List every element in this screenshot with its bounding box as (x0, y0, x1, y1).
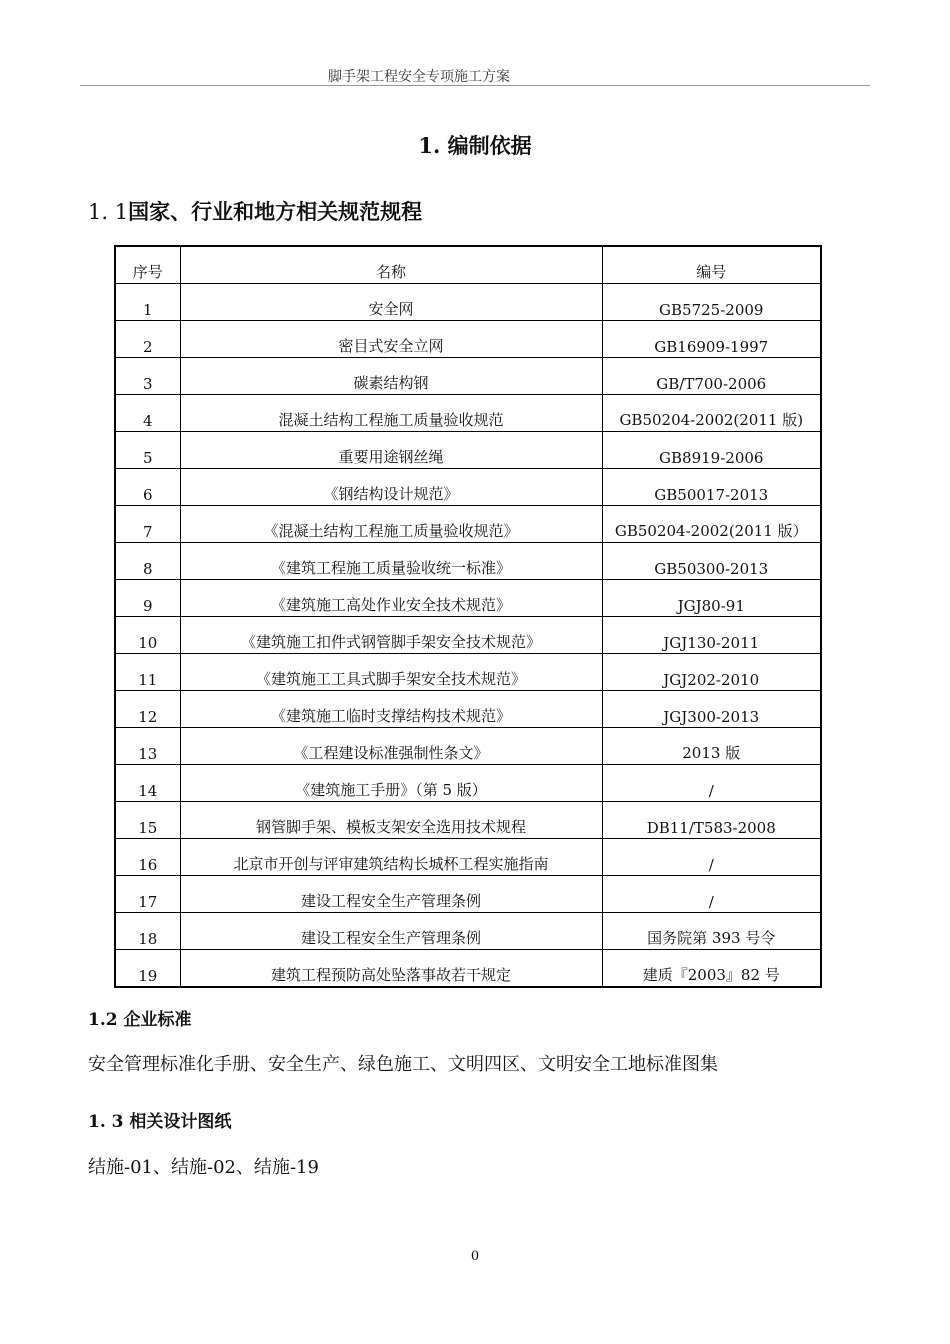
section-title: 1. 编制依据 (418, 133, 532, 158)
table-header-row (115, 246, 821, 284)
row-index: 5 (115, 432, 180, 469)
row-name: 《建筑施工扣件式钢管脚手架安全技术规范》 (180, 617, 602, 654)
row-index: 15 (115, 802, 180, 839)
table-row (115, 321, 821, 358)
header-index: 序号 (115, 246, 180, 284)
table-row (115, 432, 821, 469)
row-name: 《建筑工程施工质量验收统一标准》 (180, 543, 602, 580)
table-row (115, 839, 821, 876)
page-number: 0 (470, 1249, 480, 1264)
row-name: 《建筑施工临时支撑结构技术规范》 (180, 691, 602, 728)
header-code: 编号 (602, 246, 821, 284)
design-drawings-title: 1. 3 相关设计图纸 (88, 1112, 232, 1132)
row-index: 4 (115, 395, 180, 432)
enterprise-standard-body: 安全管理标准化手册、安全生产、绿色施工、文明四区、文明安全工地标准图集 (88, 1054, 718, 1075)
table-row (115, 728, 821, 765)
row-code: JGJ80-91 (602, 580, 821, 617)
row-code: JGJ130-2011 (602, 617, 821, 654)
row-code: JGJ202-2010 (602, 654, 821, 691)
table-row (115, 395, 821, 432)
row-index: 18 (115, 913, 180, 950)
row-index: 6 (115, 469, 180, 506)
row-name: 密目式安全立网 (180, 321, 602, 358)
row-code: 国务院第 393 号令 (602, 913, 821, 950)
row-name: 《混凝土结构工程施工质量验收规范》 (180, 506, 602, 543)
subsection-title (88, 196, 422, 226)
design-drawings-body: 结施-01、结施-02、结施-19 (88, 1157, 319, 1178)
row-name: 重要用途钢丝绳 (180, 432, 602, 469)
table-row (115, 617, 821, 654)
row-code: / (602, 876, 821, 913)
row-index: 3 (115, 358, 180, 395)
row-name: 混凝土结构工程施工质量验收规范 (180, 395, 602, 432)
row-code: GB16909-1997 (602, 321, 821, 358)
table-row (115, 469, 821, 506)
row-code: GB5725-2009 (602, 284, 821, 321)
row-code: 2013 版 (602, 728, 821, 765)
table-row (115, 543, 821, 580)
row-index: 8 (115, 543, 180, 580)
header-name: 名称 (180, 246, 602, 284)
row-code: JGJ300-2013 (602, 691, 821, 728)
row-index: 1 (115, 284, 180, 321)
subsection-label: 国家、行业和地方相关规范规程 (128, 199, 423, 224)
running-header: 脚手架工程安全专项施工方案 (328, 69, 510, 85)
row-index: 10 (115, 617, 180, 654)
table-row (115, 284, 821, 321)
row-code: GB/T700-2006 (602, 358, 821, 395)
table-row (115, 765, 821, 802)
row-name: 碳素结构钢 (180, 358, 602, 395)
subsection-number: 1. 1 (88, 200, 129, 224)
row-code: 建质『2003』82 号 (602, 950, 821, 988)
row-name: 《建筑施工工具式脚手架安全技术规范》 (180, 654, 602, 691)
row-name: 建筑工程预防高处坠落事故若干规定 (180, 950, 602, 988)
row-name: 建设工程安全生产管理条例 (180, 913, 602, 950)
row-code: GB50204-2002(2011 版) (602, 395, 821, 432)
enterprise-standard-title: 1.2 企业标准 (88, 1010, 192, 1030)
table-row (115, 580, 821, 617)
row-name: 安全网 (180, 284, 602, 321)
table-row (115, 654, 821, 691)
row-name: 《工程建设标准强制性条文》 (180, 728, 602, 765)
row-code: GB8919-2006 (602, 432, 821, 469)
table-row (115, 876, 821, 913)
table-row (115, 691, 821, 728)
row-index: 12 (115, 691, 180, 728)
row-name: 《建筑施工高处作业安全技术规范》 (180, 580, 602, 617)
row-index: 14 (115, 765, 180, 802)
row-code: / (602, 765, 821, 802)
row-name: 《钢结构设计规范》 (180, 469, 602, 506)
row-index: 7 (115, 506, 180, 543)
row-name: 建设工程安全生产管理条例 (180, 876, 602, 913)
row-code: GB50204-2002(2011 版） (602, 506, 821, 543)
header-divider (80, 85, 870, 86)
row-index: 9 (115, 580, 180, 617)
row-name: 钢管脚手架、模板支架安全选用技术规程 (180, 802, 602, 839)
table-row (115, 802, 821, 839)
row-code: DB11/T583-2008 (602, 802, 821, 839)
row-index: 16 (115, 839, 180, 876)
row-index: 13 (115, 728, 180, 765)
row-index: 11 (115, 654, 180, 691)
table-row (115, 913, 821, 950)
row-index: 19 (115, 950, 180, 988)
row-code: / (602, 839, 821, 876)
row-name: 北京市开创与评审建筑结构长城杯工程实施指南 (180, 839, 602, 876)
table-row (115, 358, 821, 395)
row-code: GB50017-2013 (602, 469, 821, 506)
row-name: 《建筑施工手册》（第 5 版） (180, 765, 602, 802)
row-index: 2 (115, 321, 180, 358)
standards-table (114, 245, 822, 988)
table-row (115, 950, 821, 988)
row-index: 17 (115, 876, 180, 913)
table-row (115, 506, 821, 543)
row-code: GB50300-2013 (602, 543, 821, 580)
